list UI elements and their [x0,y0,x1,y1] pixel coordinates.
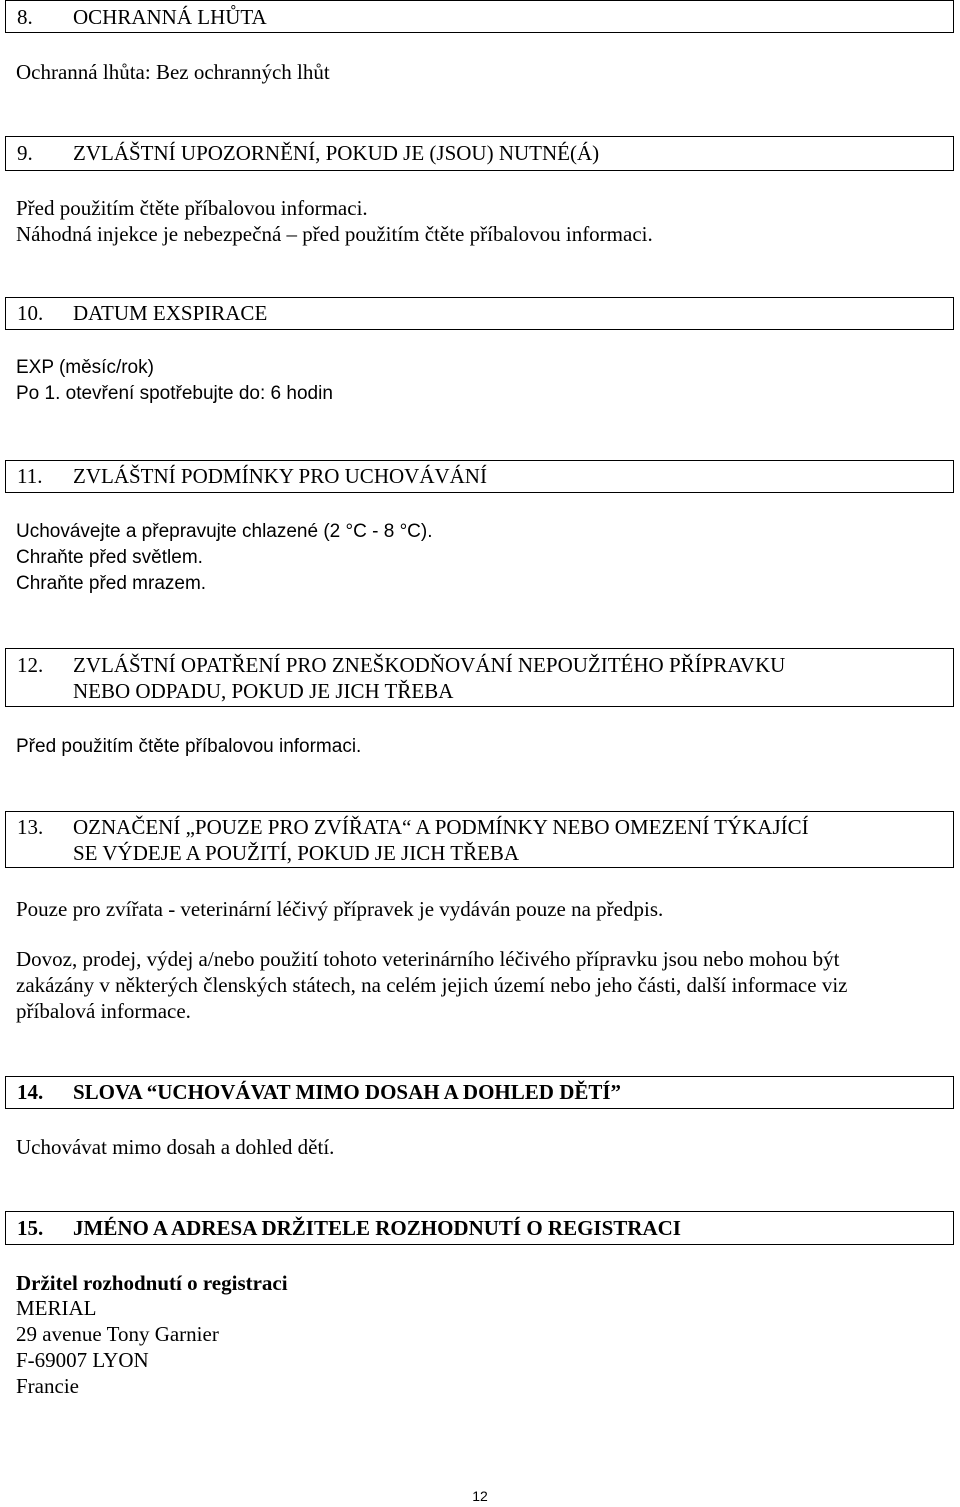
holder-address-line-2: 29 avenue Tony Garnier [16,1322,219,1346]
section-8-heading [5,0,954,33]
section-number: 8. [17,5,33,29]
prescription-text: Pouze pro zvířata - veterinární léčivý přípravek je vydáván pouze na předpis. [16,897,664,921]
section-number: 14. [17,1080,44,1104]
expiry-line-1: EXP (měsíc/rok) [16,357,154,378]
page-number: 12 [472,1488,488,1504]
disposal-text: Před použitím čtěte příbalovou informaci. [16,736,362,757]
section-10-heading [5,297,954,330]
section-title: ZVLÁŠTNÍ UPOZORNĚNÍ, POKUD JE (JSOU) NUTNÉ(Á) [73,141,600,165]
holder-address-line-4: Francie [16,1374,79,1398]
section-number: 13. [17,815,44,839]
section-title: DATUM EXSPIRACE [73,301,268,325]
section-title: OCHRANNÁ LHŮTA [73,5,267,29]
section-number: 12. [17,653,44,677]
withdrawal-period-text: Ochranná lhůta: Bez ochranných lhůt [16,60,330,84]
warning-line-1: Před použitím čtěte příbalovou informaci. [16,196,368,220]
restriction-line-3: příbalová informace. [16,999,191,1023]
section-title-line-2: NEBO ODPADU, POKUD JE JICH TŘEBA [73,679,454,703]
warning-line-2: Náhodná injekce je nebezpečná – před použitím čtěte příbalovou informaci. [16,222,653,246]
section-number: 10. [17,301,44,325]
storage-line-1: Uchovávejte a přepravujte chlazené (2 °C - 8 °C). [16,521,433,542]
section-title: JMÉNO A ADRESA DRŽITELE ROZHODNUTÍ O REGISTRACI [73,1216,681,1240]
section-12-heading [5,648,954,707]
storage-line-3: Chraňte před mrazem. [16,573,207,594]
section-14-heading [5,1076,954,1109]
section-title-line-1: OZNAČENÍ „POUZE PRO ZVÍŘATA“ A PODMÍNKY NEBO OMEZENÍ TÝKAJÍCÍ [73,815,809,839]
section-number: 11. [17,464,43,488]
holder-address-line-1: MERIAL [16,1296,97,1320]
children-warning-text: Uchovávat mimo dosah a dohled dětí. [16,1135,335,1159]
section-title: ZVLÁŠTNÍ PODMÍNKY PRO UCHOVÁVÁNÍ [73,464,487,488]
section-13-heading [5,811,954,868]
section-title-line-2: SE VÝDEJE A POUŽITÍ, POKUD JE JICH TŘEBA [73,841,520,865]
section-number: 9. [17,141,33,165]
section-number: 15. [17,1216,44,1240]
section-title-line-1: ZVLÁŠTNÍ OPATŘENÍ PRO ZNEŠKODŇOVÁNÍ NEPOUŽITÉHO PŘÍPRAVKU [73,653,786,677]
holder-label: Držitel rozhodnutí o registraci [16,1271,288,1295]
holder-address-line-3: F-69007 LYON [16,1348,149,1372]
restriction-line-1: Dovoz, prodej, výdej a/nebo použití tohoto veterinárního léčivého přípravku jsou nebo mohou být [16,947,840,971]
section-11-heading [5,460,954,493]
section-9-heading [5,136,954,171]
restriction-line-2: zakázány v některých členských státech, na celém jejich území nebo jeho části, další informace viz [16,973,848,997]
section-title: SLOVA “UCHOVÁVAT MIMO DOSAH A DOHLED DĚTÍ” [73,1080,622,1104]
storage-line-2: Chraňte před světlem. [16,547,203,568]
section-15-heading [5,1211,954,1245]
expiry-line-2: Po 1. otevření spotřebujte do: 6 hodin [16,383,333,404]
